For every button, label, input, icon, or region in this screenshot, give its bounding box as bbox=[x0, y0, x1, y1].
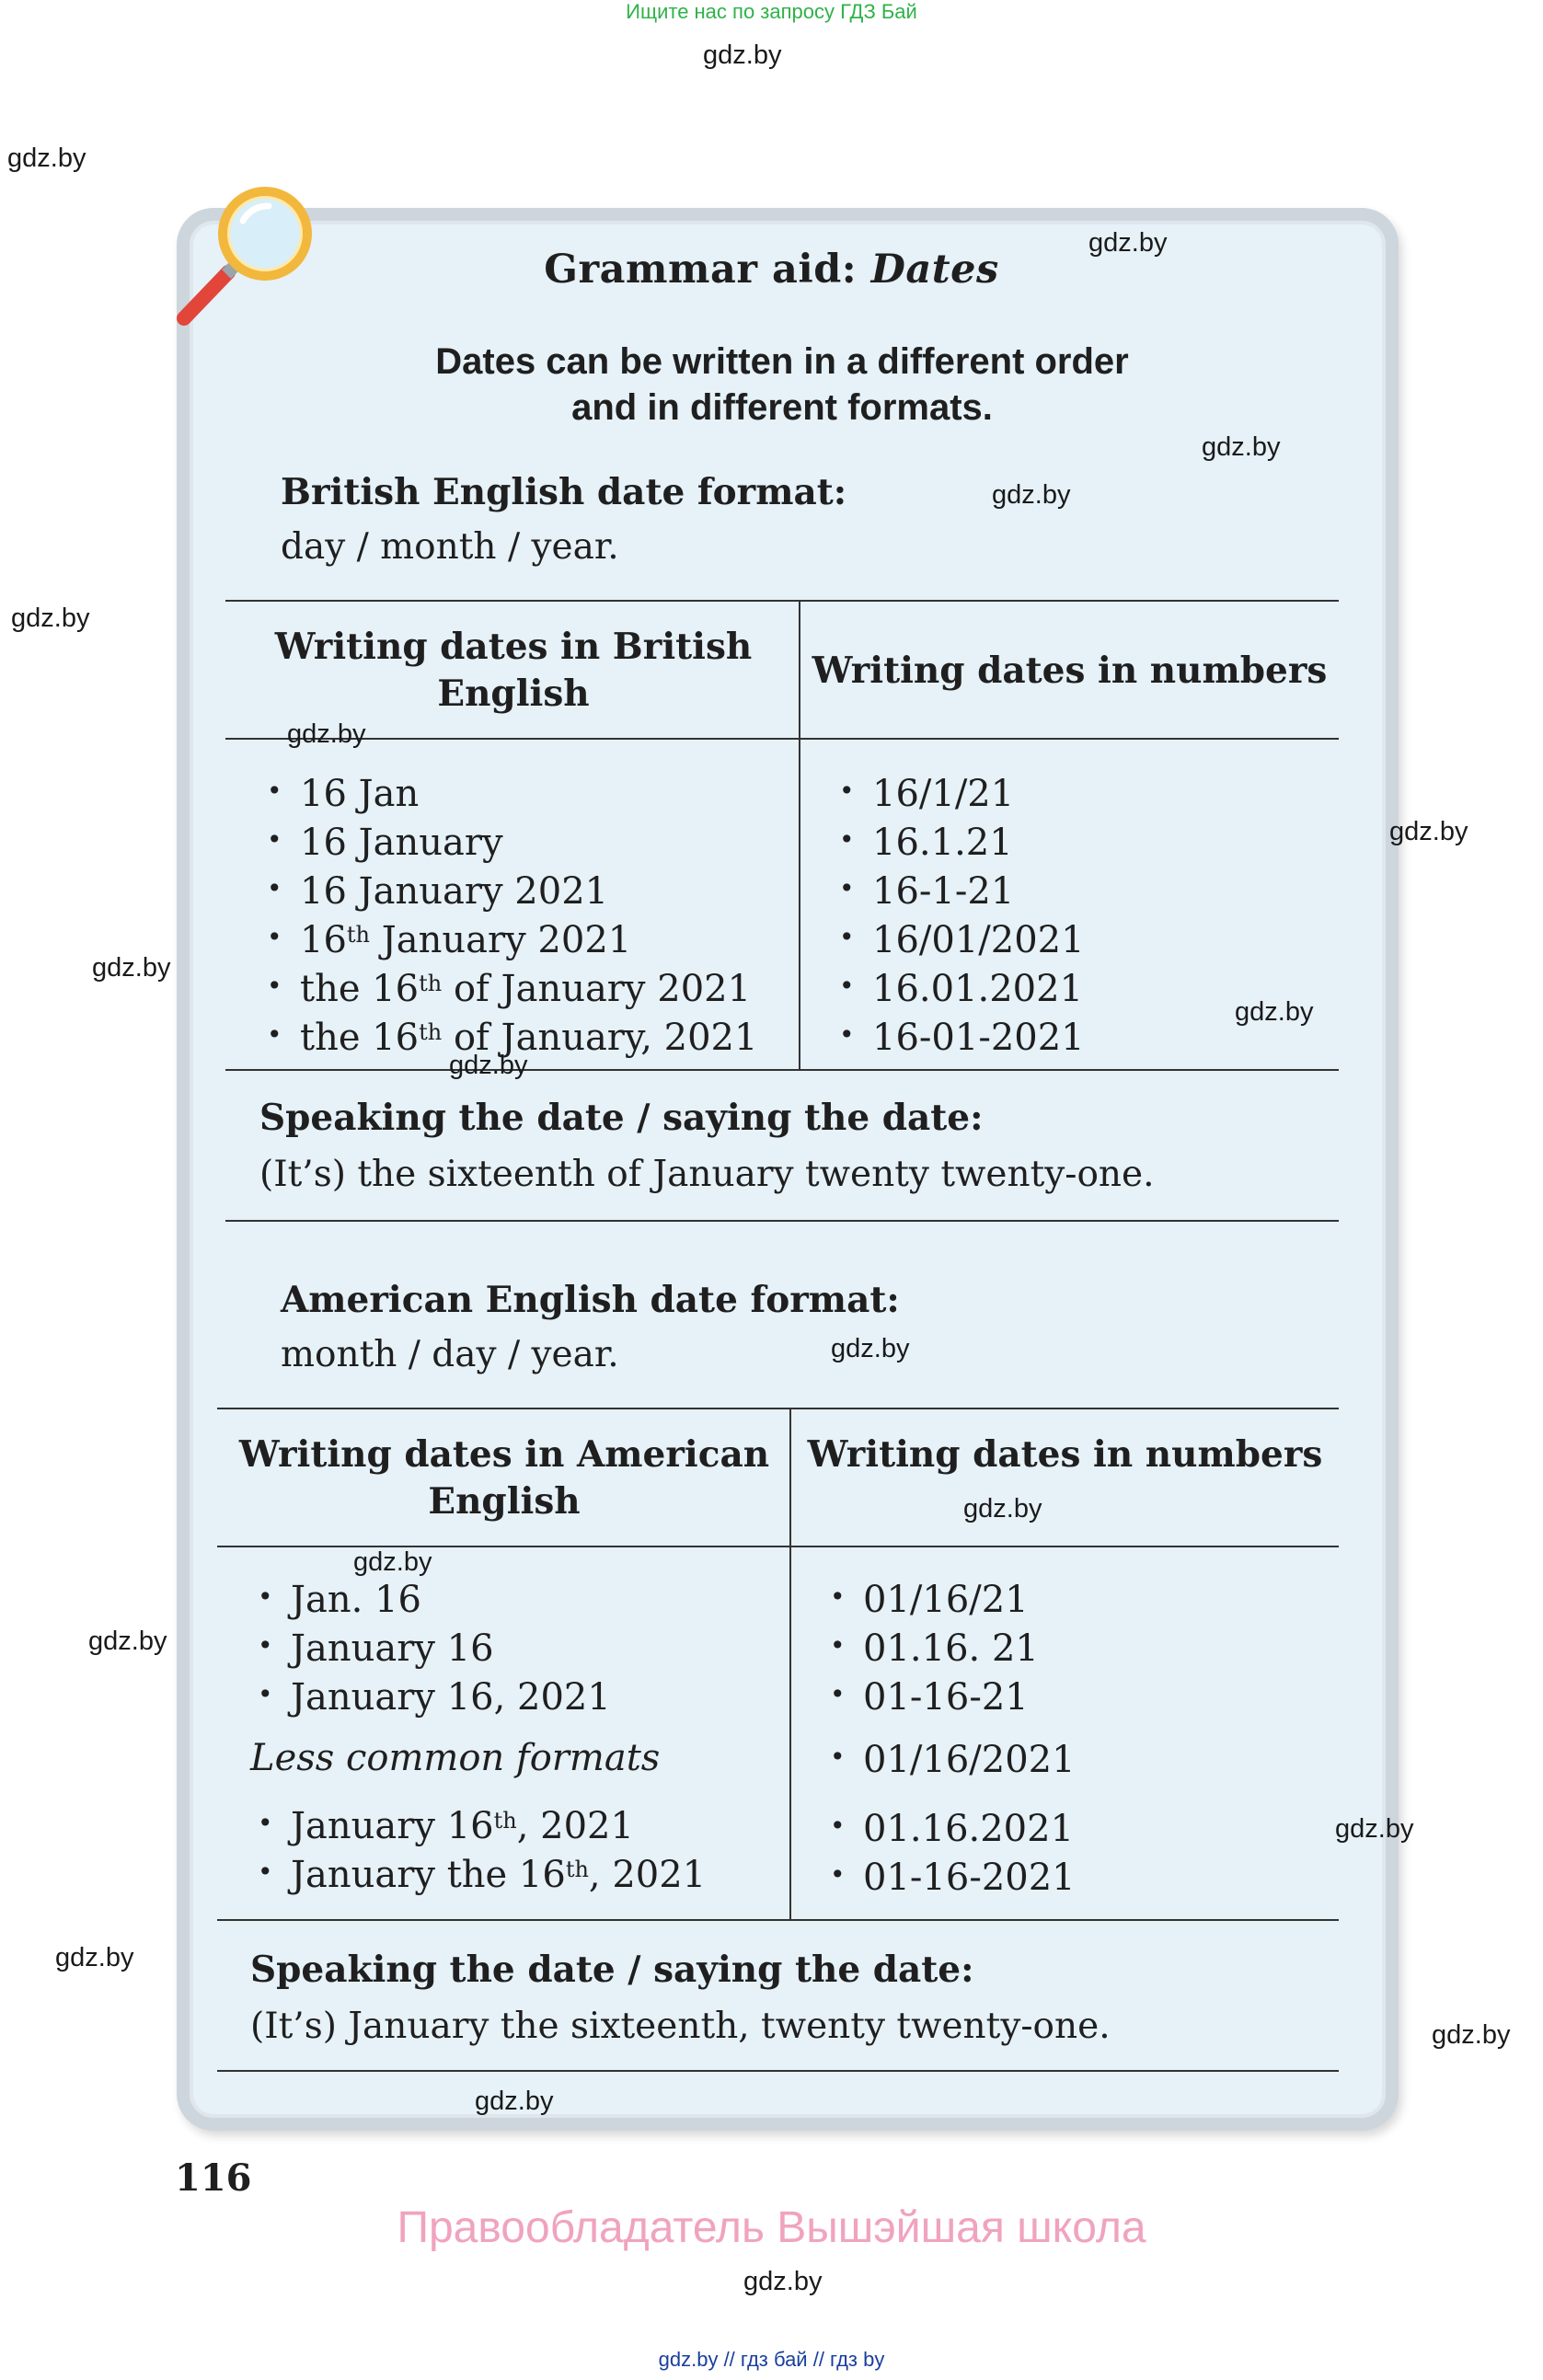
list-item: • 16-01-2021 bbox=[839, 1015, 1085, 1064]
table-divider bbox=[789, 1408, 791, 1919]
watermark: gdz.by bbox=[353, 1547, 432, 1577]
bullet-icon: • bbox=[839, 1019, 855, 1050]
american-less-common-list bbox=[258, 1803, 706, 1901]
british-speaking-heading: Speaking the date / saying the date: bbox=[259, 1097, 984, 1139]
american-speaking-heading: Speaking the date / saying the date: bbox=[250, 1949, 974, 1991]
subtitle: Dates can be written in a different order and in different formats. bbox=[435, 341, 1129, 428]
watermark: gdz.by bbox=[743, 2267, 823, 2296]
less-common-label: Less common formats bbox=[250, 1737, 661, 1779]
footer-links[interactable]: gdz.by // гдз бай // гдз by bbox=[658, 2348, 885, 2371]
list-item: • 01-16-21 bbox=[830, 1674, 1039, 1723]
american-format-heading: American English date format: bbox=[281, 1279, 900, 1321]
divider bbox=[217, 1408, 1339, 1409]
page-title: Grammar aid: Dates bbox=[544, 247, 999, 293]
watermark: gdz.by bbox=[963, 1494, 1042, 1523]
watermark: gdz.by bbox=[992, 480, 1071, 510]
american-speaking-example: (It’s) January the sixteenth, twenty twenty-one. bbox=[250, 2006, 1111, 2047]
list-item: • 16/1/21 bbox=[839, 771, 1085, 820]
british-numbers-header: Writing dates in numbers bbox=[812, 650, 1328, 692]
list-item: • January 16, 2021 bbox=[258, 1674, 611, 1723]
watermark: gdz.by bbox=[1235, 997, 1314, 1027]
list-item: • January the 16th, 2021 bbox=[258, 1852, 706, 1901]
divider bbox=[225, 738, 1339, 740]
bullet-icon: • bbox=[258, 1679, 273, 1709]
bullet-icon: • bbox=[830, 1630, 846, 1661]
bullet-icon: • bbox=[267, 1019, 282, 1050]
american-words-list bbox=[258, 1577, 611, 1723]
list-item: • 01/16/2021 bbox=[830, 1737, 1076, 1786]
list-item: • 16 January bbox=[267, 820, 757, 868]
bullet-icon: • bbox=[267, 922, 282, 952]
bullet-icon: • bbox=[830, 1742, 846, 1772]
list-item: • 16.1.21 bbox=[839, 820, 1085, 868]
watermark: gdz.by bbox=[92, 953, 171, 983]
list-item: • 01.16.2021 bbox=[830, 1806, 1076, 1855]
divider bbox=[225, 1220, 1339, 1222]
american-numbers-list bbox=[830, 1577, 1039, 1723]
watermark: gdz.by bbox=[7, 144, 86, 173]
american-numbers-extra-list bbox=[830, 1737, 1076, 1903]
search-note: Ищите нас по запросу ГДЗ Бай bbox=[626, 0, 917, 23]
watermark: gdz.by bbox=[88, 1627, 167, 1656]
bullet-icon: • bbox=[839, 922, 855, 952]
bullet-icon: • bbox=[258, 1630, 273, 1661]
watermark: gdz.by bbox=[1335, 1814, 1414, 1844]
divider bbox=[225, 1069, 1339, 1071]
bullet-icon: • bbox=[830, 1859, 846, 1890]
list-item: • 16 Jan bbox=[267, 771, 757, 820]
list-item: • 01/16/21 bbox=[830, 1577, 1039, 1626]
list-item: • January 16 bbox=[258, 1626, 611, 1674]
list-item: • the 16th of January 2021 bbox=[267, 966, 757, 1015]
british-numbers-list bbox=[839, 771, 1085, 1064]
watermark: gdz.by bbox=[1389, 817, 1468, 846]
bullet-icon: • bbox=[839, 873, 855, 903]
watermark: gdz.by bbox=[1202, 432, 1281, 462]
bullet-icon: • bbox=[258, 1581, 273, 1612]
bullet-icon: • bbox=[830, 1581, 846, 1612]
american-format-order: month / day / year. bbox=[281, 1334, 619, 1375]
list-item: • Jan. 16 bbox=[258, 1577, 611, 1626]
bullet-icon: • bbox=[258, 1808, 273, 1838]
list-item: • 16 January 2021 bbox=[267, 868, 757, 917]
list-item: • 16.01.2021 bbox=[839, 966, 1085, 1015]
bullet-icon: • bbox=[267, 971, 282, 1001]
site-label: gdz.by bbox=[703, 40, 782, 70]
list-item: • 16/01/2021 bbox=[839, 917, 1085, 966]
british-words-list bbox=[267, 771, 757, 1064]
list-item: • 16-1-21 bbox=[839, 868, 1085, 917]
british-speaking-example: (It’s) the sixteenth of January twenty twenty-one. bbox=[259, 1154, 1155, 1195]
copyright-notice: Правообладатель Вышэйшая школа bbox=[397, 2203, 1146, 2252]
list-item: • January 16th, 2021 bbox=[258, 1803, 706, 1852]
bullet-icon: • bbox=[267, 824, 282, 855]
list-item: • 01-16-2021 bbox=[830, 1855, 1076, 1903]
bullet-icon: • bbox=[830, 1679, 846, 1709]
list-item: • the 16th of January, 2021 bbox=[267, 1015, 757, 1064]
page-number: 116 bbox=[175, 2156, 252, 2200]
watermark: gdz.by bbox=[1432, 2020, 1511, 2050]
bullet-icon: • bbox=[839, 824, 855, 855]
list-item: • 16th January 2021 bbox=[267, 917, 757, 966]
british-words-header: Writing dates in British English bbox=[274, 626, 753, 715]
divider bbox=[217, 2070, 1339, 2072]
watermark: gdz.by bbox=[55, 1943, 134, 1972]
bullet-icon: • bbox=[267, 776, 282, 806]
watermark: gdz.by bbox=[287, 719, 366, 749]
bullet-icon: • bbox=[258, 1857, 273, 1887]
divider bbox=[225, 600, 1339, 602]
bullet-icon: • bbox=[267, 873, 282, 903]
watermark: gdz.by bbox=[449, 1051, 528, 1080]
bullet-icon: • bbox=[839, 776, 855, 806]
british-format-heading: British English date format: bbox=[281, 471, 847, 513]
watermark: gdz.by bbox=[475, 2087, 554, 2116]
bullet-icon: • bbox=[830, 1811, 846, 1841]
watermark: gdz.by bbox=[11, 604, 90, 633]
bullet-icon: • bbox=[839, 971, 855, 1001]
british-format-order: day / month / year. bbox=[281, 526, 619, 568]
divider bbox=[217, 1919, 1339, 1921]
american-numbers-header: Writing dates in numbers bbox=[807, 1433, 1323, 1476]
watermark: gdz.by bbox=[831, 1334, 910, 1363]
american-words-header: Writing dates in American English bbox=[238, 1433, 770, 1523]
watermark: gdz.by bbox=[1088, 228, 1168, 258]
list-item: • 01.16. 21 bbox=[830, 1626, 1039, 1674]
